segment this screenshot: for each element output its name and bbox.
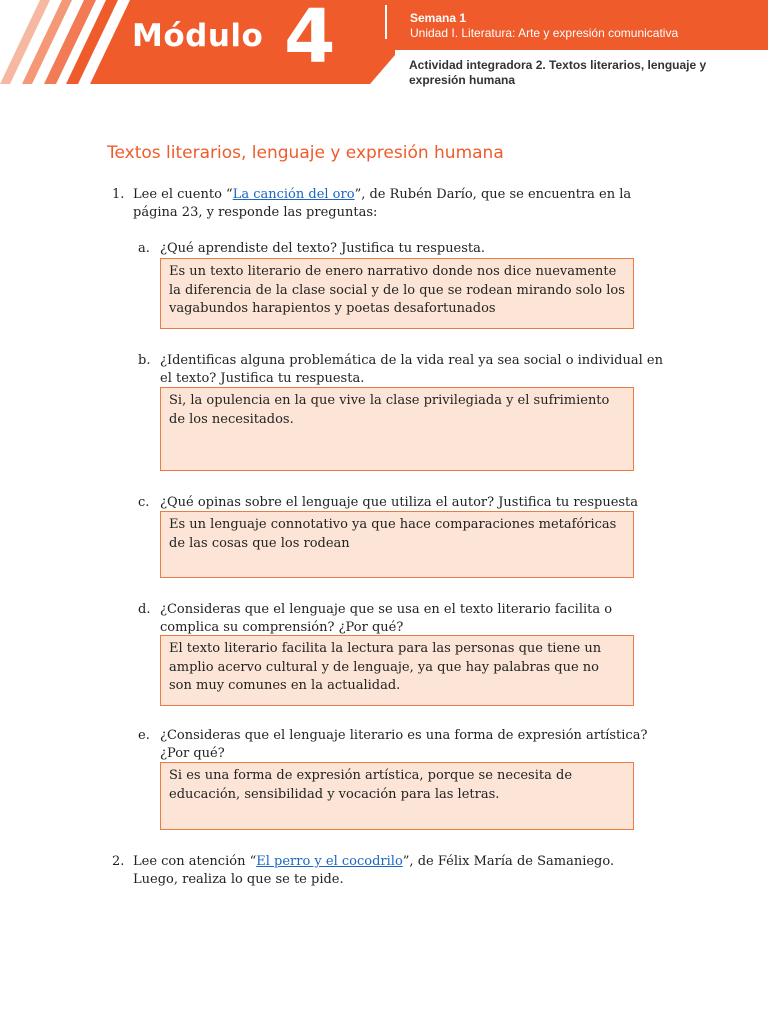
semana-label: Semana 1	[410, 11, 467, 25]
question-1-number: 1.	[112, 187, 125, 202]
sub-d-question: ¿Consideras que el lenguaje que se usa en el texto literario facilita o complica su comprensión? ¿Por qué?	[160, 602, 613, 635]
modulo-number: 4	[284, 0, 336, 80]
answer-box-b[interactable]: Si, la opulencia en la que vive la clase privilegiada y el sufrimiento de los necesitados.	[160, 387, 634, 471]
sub-b-question: ¿Identificas alguna problemática de la vida real ya sea social o individual en el texto? Justifica tu respuesta.	[160, 353, 663, 386]
answer-box-c[interactable]: Es un lenguaje connotativo ya que hace comparaciones metafóricas de las cosas que los rodean	[160, 511, 634, 578]
sub-e-letter: e.	[138, 728, 150, 743]
sub-e-question: ¿Consideras que el lenguaje literario es una forma de expresión artística? ¿Por qué?	[160, 728, 648, 761]
answer-box-a[interactable]: Es un texto literario de enero narrativo donde nos dice nuevamente la diferencia de la clase social y de lo que se rodean mirando solo los vagabundos harapientos y poetas desafortunados	[160, 258, 634, 329]
question-2-text	[133, 853, 661, 889]
answer-box-e[interactable]: Si es una forma de expresión artística, porque se necesita de educación, sensibilidad y vocación para las letras.	[160, 762, 634, 830]
answer-box-d[interactable]: El texto literario facilita la lectura para las personas que tiene un amplio acervo cultural y de lenguaje, ya que hay palabras que no son muy comunes en la actualidad.	[160, 635, 634, 706]
question-2-pre: Lee con atención “	[133, 854, 257, 869]
sub-c-letter: c.	[138, 495, 150, 510]
sub-b-letter: b.	[138, 353, 151, 368]
header-divider	[385, 5, 387, 39]
link-la-cancion-del-oro[interactable]: La canción del oro	[232, 187, 355, 202]
question-2-post: ”, de Félix María de Samaniego. Luego, realiza lo que se te pide.	[133, 854, 615, 887]
question-1-post: ”, de Rubén Darío, que se encuentra en la página 23, y responde las preguntas:	[133, 187, 632, 220]
unidad-label: Unidad I. Literatura: Arte y expresión comunicativa	[410, 26, 679, 40]
page-title: Textos literarios, lenguaje y expresión humana	[107, 143, 504, 163]
header-right-band	[395, 0, 768, 50]
link-el-perro-y-el-cocodrilo[interactable]: El perro y el cocodrilo	[256, 854, 403, 869]
actividad-title: Actividad integradora 2. Textos literarios, lenguaje y expresión humana	[409, 58, 707, 87]
sub-a-letter: a.	[138, 241, 150, 256]
question-2-number: 2.	[112, 854, 125, 869]
question-1-text	[133, 186, 661, 222]
sub-c-question: ¿Qué opinas sobre el lenguaje que utiliza el autor? Justifica tu respuesta	[160, 495, 639, 510]
modulo-label: Módulo	[132, 18, 264, 54]
sub-d-letter: d.	[138, 602, 151, 617]
sub-a-question: ¿Qué aprendiste del texto? Justifica tu respuesta.	[160, 241, 486, 256]
question-1-pre: Lee el cuento “	[133, 187, 233, 202]
header-banner	[0, 0, 768, 100]
